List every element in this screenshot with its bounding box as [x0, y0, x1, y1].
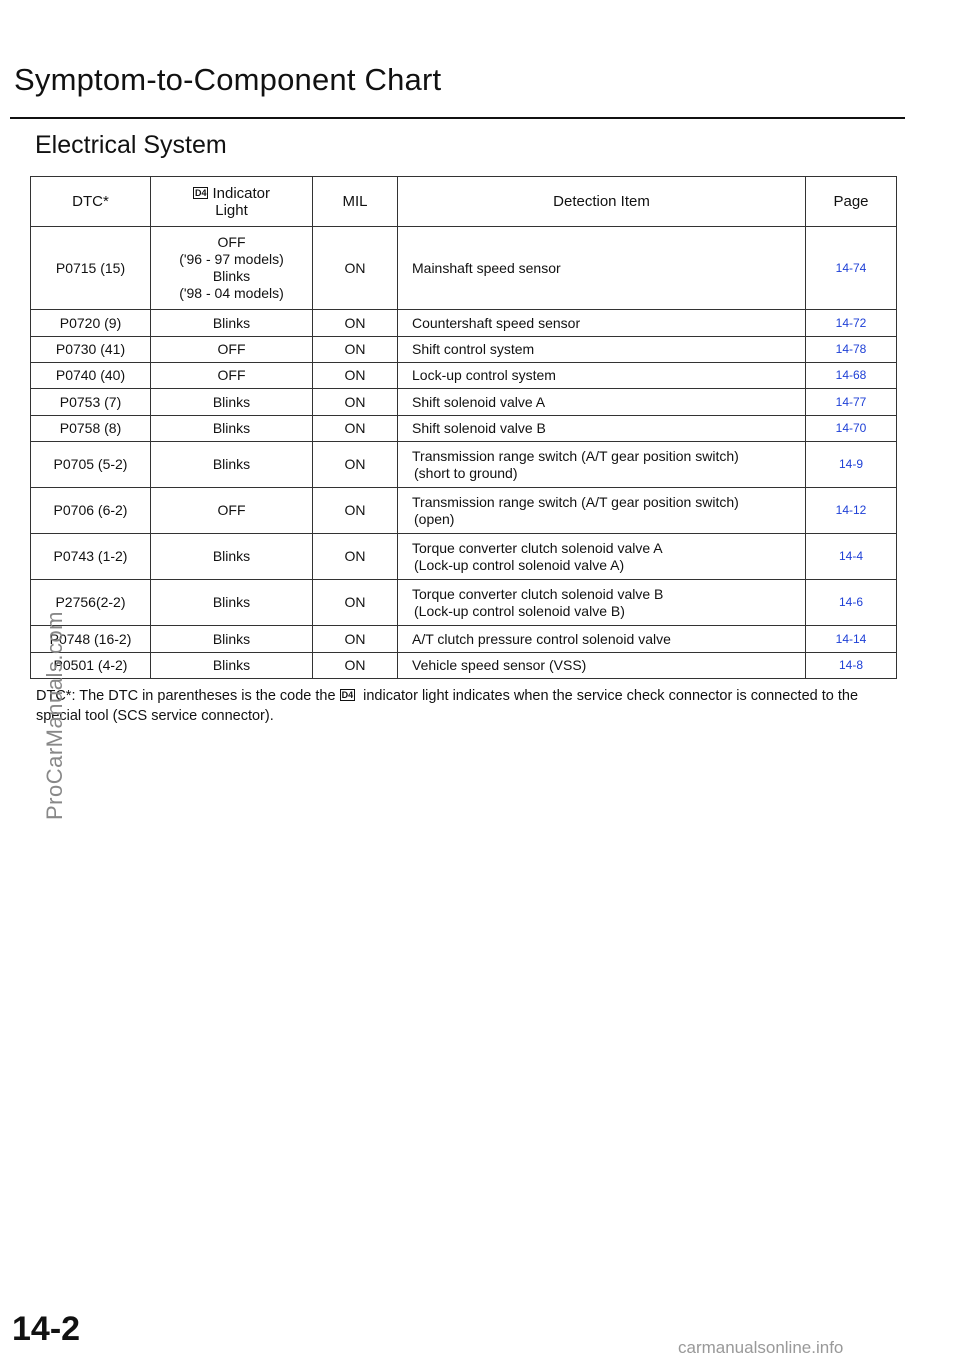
mil-cell: ON: [313, 653, 398, 679]
detection-item-line1: Transmission range switch (A/T gear position switch): [412, 447, 739, 464]
dtc-cell: P0715 (15): [31, 227, 151, 310]
mil-cell: ON: [313, 488, 398, 534]
indicator-cell: Blinks: [151, 416, 313, 442]
dtc-cell: P0753 (7): [31, 389, 151, 416]
page-title: Symptom-to-Component Chart: [14, 62, 442, 97]
indicator-cell: OFF: [151, 337, 313, 363]
detection-item-line2: (open): [414, 510, 455, 527]
table-row: [31, 227, 897, 310]
detection-item-line1: Torque converter clutch solenoid valve A: [412, 539, 663, 556]
detection-item-cell: [398, 416, 806, 442]
mil-cell: ON: [313, 337, 398, 363]
detection-item-line1: Shift solenoid valve A: [412, 393, 546, 410]
page-ref-link[interactable]: 14-77: [806, 389, 897, 416]
indicator-cell: Blinks: [151, 534, 313, 580]
indicator-line: ('98 - 04 models): [179, 285, 284, 301]
mil-cell: ON: [313, 442, 398, 488]
header-indicator-line1: Indicator: [212, 184, 271, 202]
page-ref-link[interactable]: 14-14: [806, 626, 897, 653]
detection-item-cell: [398, 580, 806, 626]
table-row: [31, 442, 897, 488]
detection-item-line1: Lock-up control system: [412, 367, 556, 383]
d4-indicator-icon: D4: [194, 187, 207, 198]
header-page: Page: [806, 177, 897, 227]
detection-item-cell: [398, 442, 806, 488]
mil-cell: ON: [313, 416, 398, 442]
detection-item-cell: [398, 363, 806, 389]
detection-item-line2: (short to ground): [414, 464, 518, 481]
table-row: [31, 389, 897, 416]
indicator-cell: [151, 227, 313, 310]
table-row: [31, 653, 897, 679]
symptom-chart-table: [30, 176, 897, 679]
mil-cell: ON: [313, 363, 398, 389]
table-header-row: [31, 177, 897, 227]
header-indicator-light: [151, 177, 313, 227]
page-number: 14-2: [12, 1310, 81, 1348]
indicator-cell: OFF: [151, 363, 313, 389]
dtc-cell: P0758 (8): [31, 416, 151, 442]
page-ref-link[interactable]: 14-72: [806, 310, 897, 337]
page-ref-link[interactable]: 14-78: [806, 337, 897, 363]
dtc-cell: P0740 (40): [31, 363, 151, 389]
detection-item-cell: [398, 653, 806, 679]
mil-cell: ON: [313, 389, 398, 416]
dtc-cell: P0705 (5-2): [31, 442, 151, 488]
indicator-cell: Blinks: [151, 389, 313, 416]
page-ref-link[interactable]: 14-6: [806, 580, 897, 626]
table-row: [31, 488, 897, 534]
indicator-cell: Blinks: [151, 580, 313, 626]
dtc-cell: P0706 (6-2): [31, 488, 151, 534]
dtc-cell: P0743 (1-2): [31, 534, 151, 580]
mil-cell: ON: [313, 580, 398, 626]
footnote-text-start: DTC*: The DTC in parentheses is the code the: [36, 688, 336, 704]
indicator-cell: Blinks: [151, 626, 313, 653]
header-mil: MIL: [313, 177, 398, 227]
indicator-line: OFF: [217, 234, 246, 250]
indicator-cell: Blinks: [151, 310, 313, 337]
title-divider: [10, 117, 905, 119]
table-row: [31, 363, 897, 389]
indicator-line: Blinks: [212, 268, 251, 284]
detection-item-cell: [398, 310, 806, 337]
detection-item-cell: [398, 534, 806, 580]
page-ref-link[interactable]: 14-74: [806, 227, 897, 310]
footnote-text-end: indicator light indicates when the service check connector is connected to the special tool (SCS service connector).: [36, 688, 859, 724]
detection-item-line2: (Lock-up control solenoid valve B): [414, 602, 625, 619]
table-row: [31, 310, 897, 337]
detection-item-cell: [398, 626, 806, 653]
detection-item-line1: Countershaft speed sensor: [412, 314, 581, 331]
site-watermark: carmanualsonline.info: [678, 1338, 844, 1357]
detection-item-cell: [398, 488, 806, 534]
dtc-cell: P0720 (9): [31, 310, 151, 337]
detection-item-line1: Vehicle speed sensor (VSS): [412, 657, 587, 673]
detection-item-line1: Shift control system: [412, 341, 535, 357]
table-row: [31, 337, 897, 363]
detection-item-cell: Mainshaft speed sensor: [398, 227, 806, 310]
dtc-cell: P0501 (4-2): [31, 653, 151, 679]
detection-item-line1: Torque converter clutch solenoid valve B: [412, 585, 664, 602]
page-ref-link[interactable]: 14-9: [806, 442, 897, 488]
page-ref-link[interactable]: 14-68: [806, 363, 897, 389]
mil-cell: ON: [313, 227, 398, 310]
mil-cell: ON: [313, 534, 398, 580]
detection-item-line1: Shift solenoid valve B: [412, 420, 546, 436]
detection-item-line1: A/T clutch pressure control solenoid valve: [412, 630, 671, 647]
dtc-footnote: [36, 686, 896, 726]
table-row: [31, 416, 897, 442]
watermark: ProCarManuals.com: [42, 610, 67, 820]
indicator-cell: OFF: [151, 488, 313, 534]
detection-item-cell: [398, 389, 806, 416]
detection-item-cell: [398, 337, 806, 363]
d4-indicator-icon: D4: [341, 690, 354, 700]
table-row: [31, 534, 897, 580]
header-dtc: DTC*: [31, 177, 151, 227]
section-title: Electrical System: [35, 131, 227, 159]
mil-cell: ON: [313, 310, 398, 337]
dtc-cell: P2756(2-2): [31, 580, 151, 626]
table-row: [31, 626, 897, 653]
page-ref-link[interactable]: 14-8: [806, 653, 897, 679]
detection-item-line1: Transmission range switch (A/T gear position switch): [412, 493, 739, 510]
table-row: [31, 580, 897, 626]
detection-item-line2: (Lock-up control solenoid valve A): [414, 556, 625, 573]
page-ref-link[interactable]: 14-4: [806, 534, 897, 580]
mil-cell: ON: [313, 626, 398, 653]
page-ref-link[interactable]: 14-70: [806, 416, 897, 442]
header-detection-item: Detection Item: [398, 177, 806, 227]
indicator-cell: Blinks: [151, 442, 313, 488]
indicator-line: ('96 - 97 models): [179, 251, 284, 267]
page-ref-link[interactable]: 14-12: [806, 488, 897, 534]
header-indicator-line2: Light: [215, 201, 248, 219]
dtc-cell: P0730 (41): [31, 337, 151, 363]
dtc-cell: P0748 (16-2): [31, 626, 151, 653]
indicator-cell: Blinks: [151, 653, 313, 679]
